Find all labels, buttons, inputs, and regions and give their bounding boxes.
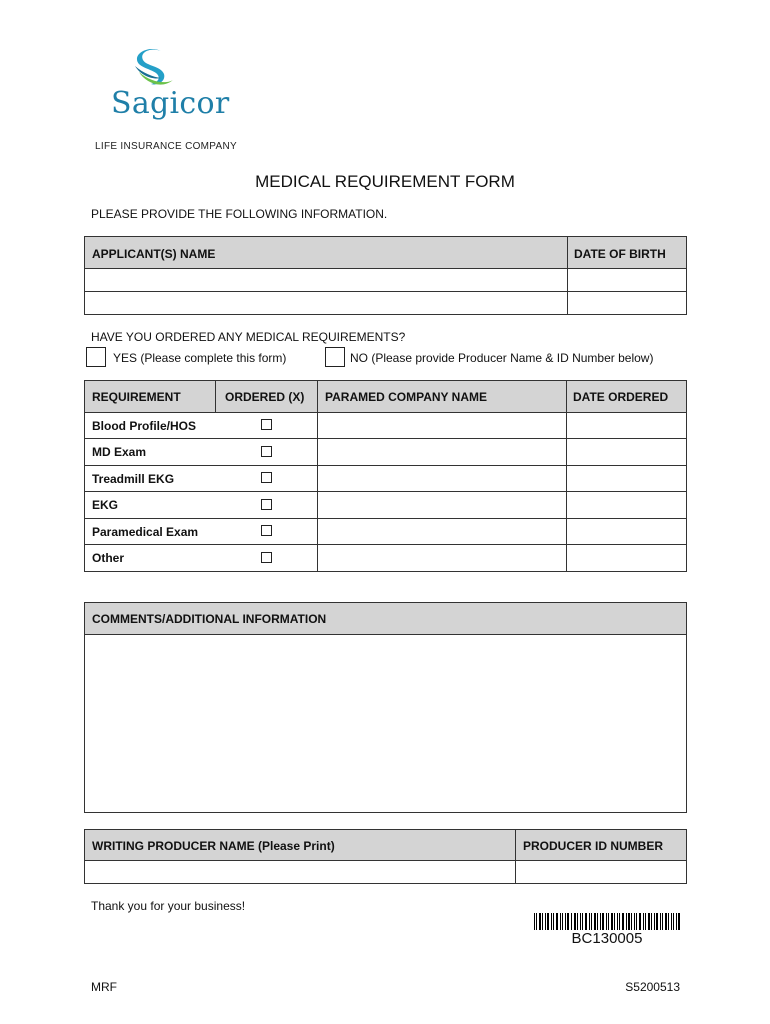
ordered-checkbox-ekg[interactable] [261, 499, 272, 510]
paramed-company-field-1[interactable] [319, 413, 565, 437]
ordered-checkbox-blood-profile[interactable] [261, 419, 272, 430]
column-divider [515, 830, 516, 883]
paramed-company-field-3[interactable] [319, 466, 565, 490]
column-divider [215, 381, 216, 412]
date-ordered-header: DATE ORDERED [573, 390, 669, 404]
no-label: NO (Please provide Producer Name & ID Number below) [350, 351, 654, 365]
no-checkbox[interactable] [325, 347, 345, 367]
footer-form-number: S5200513 [625, 980, 680, 994]
column-divider [567, 237, 568, 314]
date-ordered-field-1[interactable] [568, 413, 685, 437]
intro-text: PLEASE PROVIDE THE FOLLOWING INFORMATION. [91, 207, 388, 221]
date-ordered-field-6[interactable] [568, 545, 685, 570]
producer-id-field[interactable] [517, 861, 685, 882]
ordered-header: ORDERED (X) [225, 390, 305, 404]
paramed-company-header: PARAMED COMPANY NAME [325, 390, 488, 404]
paramed-company-field-4[interactable] [319, 492, 565, 517]
applicant-table [84, 236, 687, 315]
ordered-checkbox-other[interactable] [261, 552, 272, 563]
yes-checkbox[interactable] [86, 347, 106, 367]
sagicor-logo-icon [131, 48, 177, 90]
yes-label: YES (Please complete this form) [113, 351, 287, 365]
medical-question: HAVE YOU ORDERED ANY MEDICAL REQUIREMENTS? [91, 330, 406, 344]
date-ordered-field-3[interactable] [568, 466, 685, 490]
ordered-checkbox-treadmill-ekg[interactable] [261, 472, 272, 483]
logo-name: Sagicor [111, 86, 230, 121]
column-divider [317, 381, 318, 571]
barcode-icon [534, 913, 680, 930]
date-ordered-field-2[interactable] [568, 439, 685, 464]
comments-header: COMMENTS/ADDITIONAL INFORMATION [92, 612, 327, 626]
dob-field-2[interactable] [569, 292, 685, 313]
requirement-other: Other [92, 551, 125, 565]
column-divider [566, 381, 567, 571]
date-ordered-field-4[interactable] [568, 492, 685, 517]
requirement-md-exam: MD Exam [92, 445, 147, 459]
ordered-checkbox-md-exam[interactable] [261, 446, 272, 457]
requirements-table [84, 380, 687, 572]
dob-header: DATE OF BIRTH [574, 247, 666, 261]
paramed-company-field-2[interactable] [319, 439, 565, 464]
thank-you-text: Thank you for your business! [91, 899, 246, 913]
producer-name-field[interactable] [86, 861, 514, 882]
comments-field[interactable] [86, 636, 685, 811]
requirement-blood-profile: Blood Profile/HOS [92, 419, 197, 433]
applicant-name-field-1[interactable] [86, 269, 566, 290]
producer-id-header: PRODUCER ID NUMBER [523, 839, 664, 853]
barcode-number: BC130005 [571, 930, 643, 947]
paramed-company-field-5[interactable] [319, 519, 565, 543]
requirement-paramedical-exam: Paramedical Exam [92, 525, 199, 539]
paramed-company-field-6[interactable] [319, 545, 565, 570]
applicant-name-field-2[interactable] [86, 292, 566, 313]
producer-table [84, 829, 687, 884]
dob-field-1[interactable] [569, 269, 685, 290]
applicant-name-header: APPLICANT(S) NAME [92, 247, 216, 261]
date-ordered-field-5[interactable] [568, 519, 685, 543]
footer-form-code: MRF [91, 980, 117, 994]
producer-name-header: WRITING PRODUCER NAME (Please Print) [92, 839, 335, 853]
page-title: MEDICAL REQUIREMENT FORM [255, 172, 515, 191]
requirement-header: REQUIREMENT [92, 390, 181, 404]
comments-section [84, 602, 687, 813]
requirement-ekg: EKG [92, 498, 119, 512]
ordered-checkbox-paramedical-exam[interactable] [261, 525, 272, 536]
requirement-treadmill-ekg: Treadmill EKG [92, 472, 175, 486]
logo-subtitle: LIFE INSURANCE COMPANY [95, 141, 237, 152]
